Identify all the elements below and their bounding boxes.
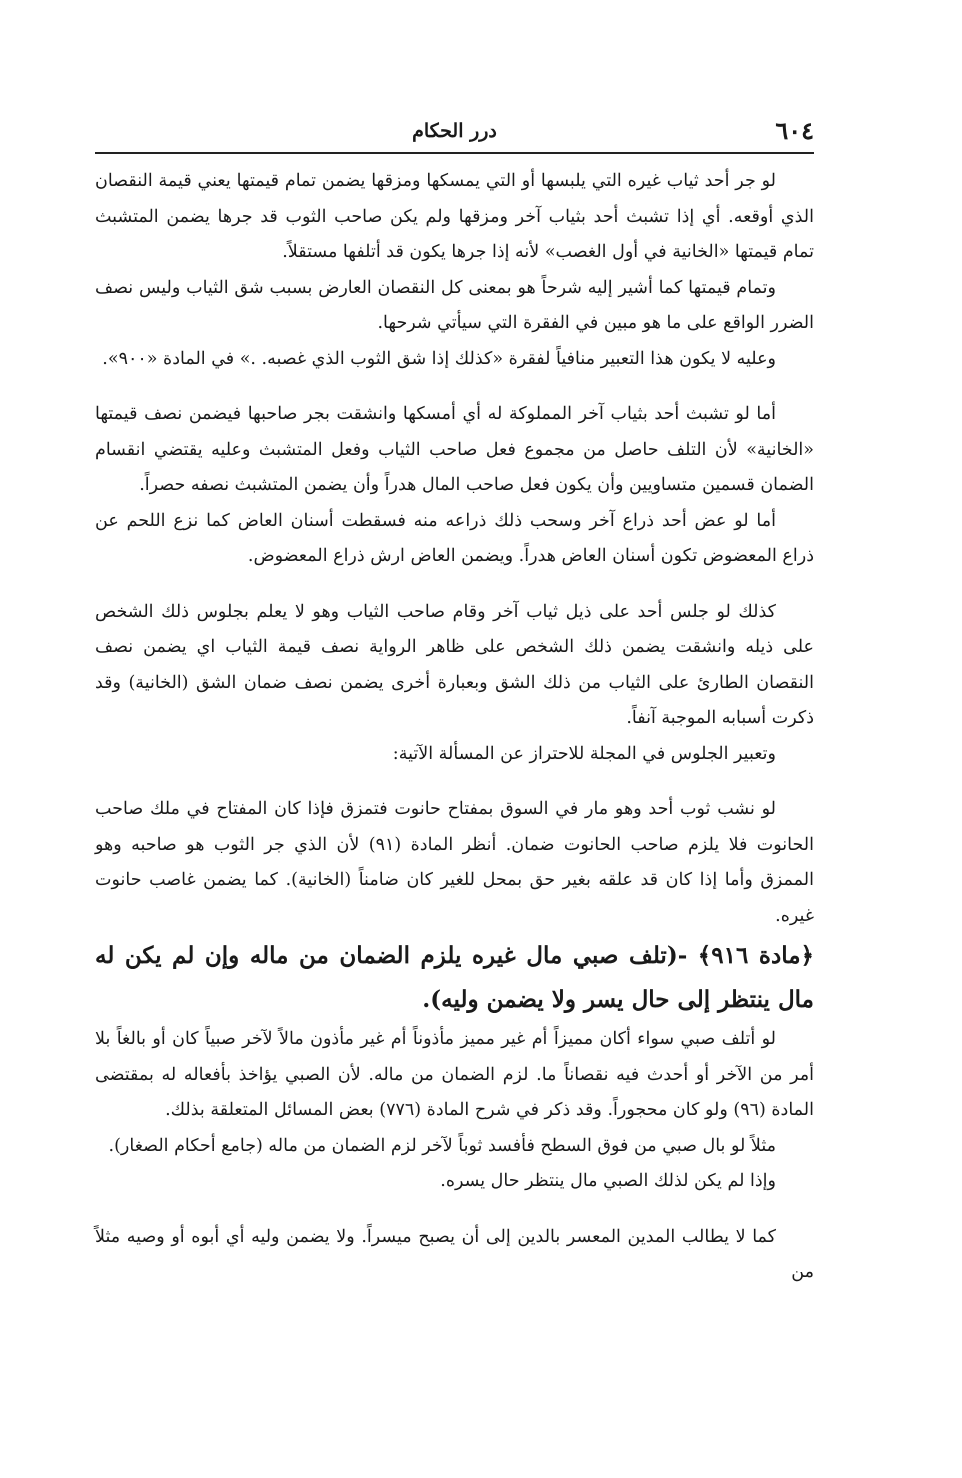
paragraph: وتعبير الجلوس في المجلة للاحتراز عن المسألة الآتية: <box>392 743 776 764</box>
page-number: ٦٠٤ <box>775 116 814 145</box>
paragraph: مثلاً لو بال صبي من فوق السطح فأفسد ثوباً لآخر لزم الضمان من ماله (جامع أحكام الصغار). <box>108 1135 776 1156</box>
article-heading: ﴿مادة ٩١٦﴾ -(تلف صبي مال غيره يلزم الضمان من ماله وإن لم يكن له مال ينتظر إلى حال يسر ولا يضمن وليه). <box>95 942 815 1013</box>
paragraph: وتمام قيمتها كما أشير إليه شرحاً هو بمعنى كل النقصان العارض بسبب شق الثياب وليس نصف الضرر الواقع على ما هو مبين في الفقرة التي سيأتي شرحها. <box>95 277 814 333</box>
paragraph: لو جر أحد ثياب غيره التي يلبسها أو التي يمسكها ومزقها يضمن تمام قيمتها يعني قيمة النقصان الذي أوقعه. أي إذا تشبث أحد بثياب آخر ومزقها ولم يكن صاحب الثوب قد جرها يضمن المتشبث تمام قيمتها «الخانية في أول الغصب» لأنه إذا جرها يكون قد أتلفها مستقلاً. <box>95 171 814 262</box>
paragraph: كما لا يطالب المدين المعسر بالدين إلى أن يصبح ميسراً. ولا يضمن وليه أي أبوه أو وصيه مثلاً من <box>95 1226 814 1282</box>
paragraph: أما لو عض أحد ذراع آخر وسحب ذلك ذراعه منه فسقطت أسنان العاض كما نزع اللحم عن ذراع المعضوض تكون أسنان العاض هدراً. ويضمن العاض ارش ذراع المعضوض. <box>95 510 814 566</box>
body-text <box>95 164 814 1291</box>
paragraph: أما لو تشبث أحد بثياب آخر المملوكة له أي أمسكها وانشقت بجر صاحبها فيضمن نصف قيمتها «الخانية» لأن التلف حاصل من مجموع فعل صاحب الثياب وفعل المتشبث وعليه يقتضي انقسام الضمان قسمين متساويين وأن يكون فعل صاحب المال هدراً وأن يضمن المتشبث نصفه حصراً. <box>95 404 814 495</box>
paragraph: لو أتلف صبي سواء أكان مميزاً أم غير مميز مأذوناً أم غير مأذون مالاً لآخر صبياً كان أو بالغاً بلا أمر من الآخر أو أحدث فيه نقصاناً ما. لزم الضمان من ماله. لأن الصبي يؤاخذ بأفعاله له بمقتضى المادة (٩٦) ولو كان محجوراً. وقد ذكر في شرح المادة (٧٧٦) بعض المسائل المتعلقة بذلك. <box>95 1029 814 1120</box>
paragraph: كذلك لو جلس أحد على ذيل ثياب آخر وقام صاحب الثياب وهو لا يعلم بجلوس ذلك الشخص على ذيله وانشقت يضمن ذلك الشخص على ظاهر الرواية نصف قيمة الثياب اي يضمن نصف النقصان الطارئ على الثياب من ذلك الشق وبعبارة أخرى يضمن نصف ضمان الشق (الخانية) وقد ذكرت أسبابه الموجبة آنفاً. <box>95 601 814 728</box>
paragraph: لو نشب ثوب أحد وهو مار في السوق بمفتاح حانوت فتمزق فإذا كان المفتاح في ملك صاحب الحانوت فلا يلزم صاحب الحانوت ضمان. أنظر المادة (٩١) لأن الذي جر الثوب هو صاحبه وهو الممزق وأما إذا كان قد علقه بغير حق بمحل للغير كان ضامناً (الخانية). كما يضمن غاصب حانوت غيره. <box>95 799 814 926</box>
paragraph: وإذا لم يكن لذلك الصبي مال ينتظر حال يسره. <box>440 1171 776 1191</box>
paragraph: وعليه لا يكون هذا التعبير منافياً لفقرة «كذلك إذا شق الثوب الذي غصبه. .» في المادة «٩٠٠». <box>102 348 776 369</box>
page-header <box>95 112 814 154</box>
running-title: درر الحكام <box>412 120 497 142</box>
